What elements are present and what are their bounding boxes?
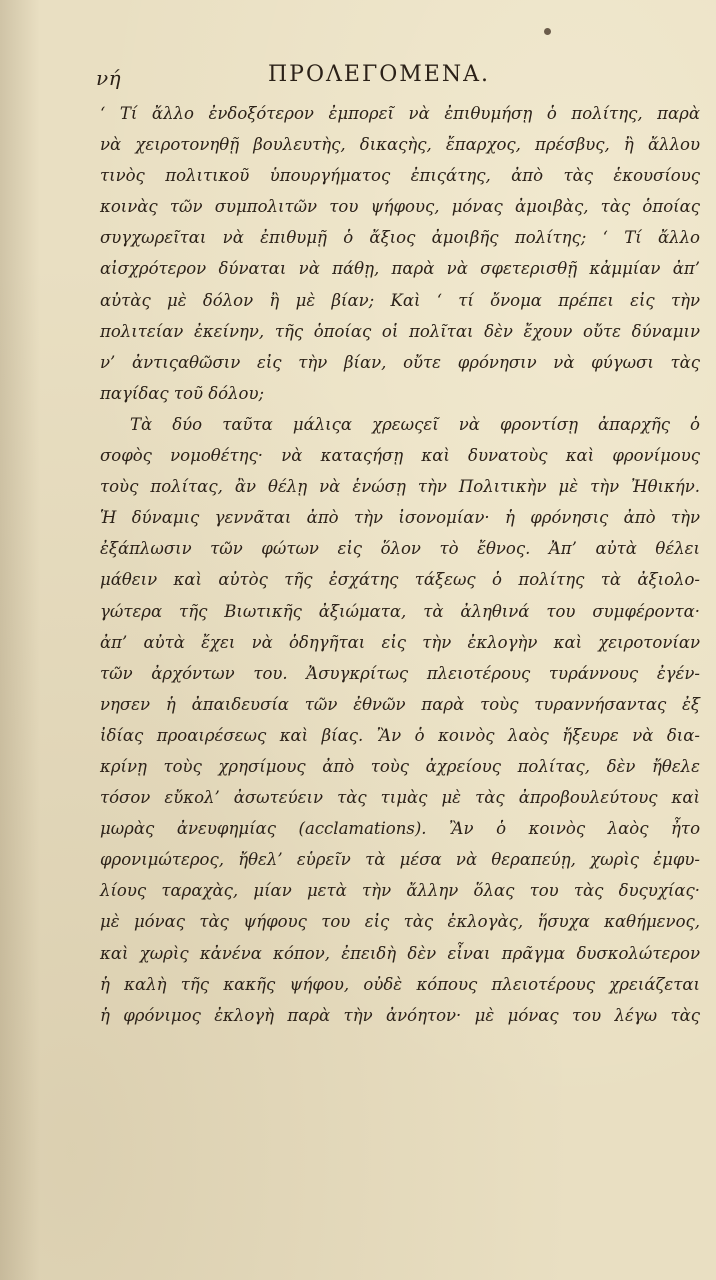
text-line: τῶν ἀρχόντων του. Ἀσυγκρίτως πλειοτέρους τυράννους ἐγέν-	[100, 663, 700, 683]
text-line: καὶ χωρὶς κἀνένα κόπον, ἐπειδὴ δὲν εἶναι πρᾶγμα δυσκολώτερον	[100, 943, 700, 963]
text-line: πολιτείαν ἐκείνην, τῆς ὁποίας οἱ πολῖται δὲν ἔχουν οὔτε δύναμιν	[100, 321, 700, 341]
text-line: φρονιμώτερος, ἤθελ’ εὑρεῖν τὰ μέσα νὰ θεραπεύῃ, χωρὶς ἐμφυ-	[100, 850, 700, 870]
text-line: κοινὰς τῶν συμπολιτῶν του ψήφους, μόνας ἀμοιβὰς, τὰς ὁποίας	[100, 197, 700, 217]
text-line: ἐξάπλωσιν τῶν φώτων εἰς ὅλον τὸ ἔθνος. Ἀπ’ αὐτὰ θέλει	[100, 539, 700, 559]
text-line: Ἡ δύναμις γεννᾶται ἀπὸ τὴν ἰσονομίαν· ἡ φρόνησις ἀπὸ τὴν	[100, 508, 700, 528]
text-line: αὐτὰς μὲ δόλον ἢ μὲ βίαν; Καὶ ‘ τί ὄνομα πρέπει εἰς τὴν	[100, 290, 700, 310]
text-line: συγχωρεῖται νὰ ἐπιθυμῇ ὁ ἄξιος ἀμοιβῆς πολίτης; ‘ Τί ἄλλο	[100, 228, 700, 248]
running-title: ΠΡΟΛΕΓΟΜΕΝΑ.	[268, 62, 490, 87]
text-line: νὰ χειροτονηθῇ βουλευτὴς, δικαςὴς, ἔπαρχος, πρέσβυς, ἢ ἄλλου	[100, 135, 700, 155]
text-line: λίους ταραχὰς, μίαν μετὰ τὴν ἄλλην ὅλας του τὰς δυςυχίας·	[100, 881, 700, 901]
text-line: γώτερα τῆς Βιωτικῆς ἀξιώματα, τὰ ἀληθινά του συμφέροντα·	[100, 601, 700, 621]
page-header	[0, 62, 716, 92]
text-line: σοφὸς νομοθέτης· νὰ καταςήσῃ καὶ δυνατοὺς καὶ φρονίμους	[100, 446, 700, 466]
text-line: τοὺς πολίτας, ἂν θέλῃ νὰ ἑνώσῃ τὴν Πολιτικὴν μὲ τὴν Ἠθικήν.	[100, 477, 700, 497]
text-line: αἰσχρότερον δύναται νὰ πάθῃ, παρὰ νὰ σφετερισθῇ κἀμμίαν ἀπ’	[100, 259, 700, 279]
text-line: κρίνῃ τοὺς χρησίμους ἀπὸ τοὺς ἀχρείους πολίτας, δὲν ἤθελε	[100, 756, 700, 776]
text-line: μάθειν καὶ αὐτὸς τῆς ἐσχάτης τάξεως ὁ πολίτης τὰ ἀξιολο-	[100, 570, 700, 590]
body-text	[100, 98, 700, 1031]
text-line: ἡ καλὴ τῆς κακῆς ψήφου, οὐδὲ κόπους πλειοτέρους χρειάζεται	[100, 974, 700, 994]
ink-spot	[544, 28, 551, 35]
text-line: ἰδίας προαιρέσεως καὶ βίας. Ἂν ὁ κοινὸς λαὸς ἤξευρε νὰ δια-	[100, 725, 700, 745]
text-line: τόσον εὔκολ’ ἀσωτεύειν τὰς τιμὰς μὲ τὰς ἀπροβουλεύτους καὶ	[100, 788, 700, 808]
page-number: νή	[96, 66, 122, 90]
text-line: μωρὰς ἀνευφημίας (acclamations). Ἂν ὁ κοινὸς λαὸς ἦτο	[100, 819, 700, 839]
text-line: νησεν ἡ ἀπαιδευσία τῶν ἐθνῶν παρὰ τοὺς τυραννήσαντας ἐξ	[100, 694, 700, 714]
text-line: Τὰ δύο ταῦτα μάλιςα χρεωςεῖ νὰ φροντίσῃ ἀπαρχῆς ὁ	[130, 414, 700, 434]
text-line: ἡ φρόνιμος ἐκλογὴ παρὰ τὴν ἀνόητον· μὲ μόνας του λέγω τὰς	[100, 1005, 700, 1025]
text-line: μὲ μόνας τὰς ψήφους του εἰς τὰς ἐκλογὰς, ἥσυχα καθήμενος,	[100, 912, 700, 932]
text-line: τινὸς πολιτικοῦ ὑπουργήματος ἐπιςάτης, ἀπὸ τὰς ἑκουσίους	[100, 166, 700, 186]
text-line: ἀπ’ αὐτὰ ἔχει νὰ ὁδηγῆται εἰς τὴν ἐκλογὴν καὶ χειροτονίαν	[100, 632, 700, 652]
text-line: ν’ ἀντιςαθῶσιν εἰς τὴν βίαν, οὔτε φρόνησιν νὰ φύγωσι τὰς	[100, 352, 700, 372]
text-line: παγίδας τοῦ δόλου;	[100, 383, 265, 403]
text-line: ‘ Τί ἄλλο ἐνδοξότερον ἐμπορεῖ νὰ ἐπιθυμήσῃ ὁ πολίτης, παρὰ	[100, 104, 700, 123]
